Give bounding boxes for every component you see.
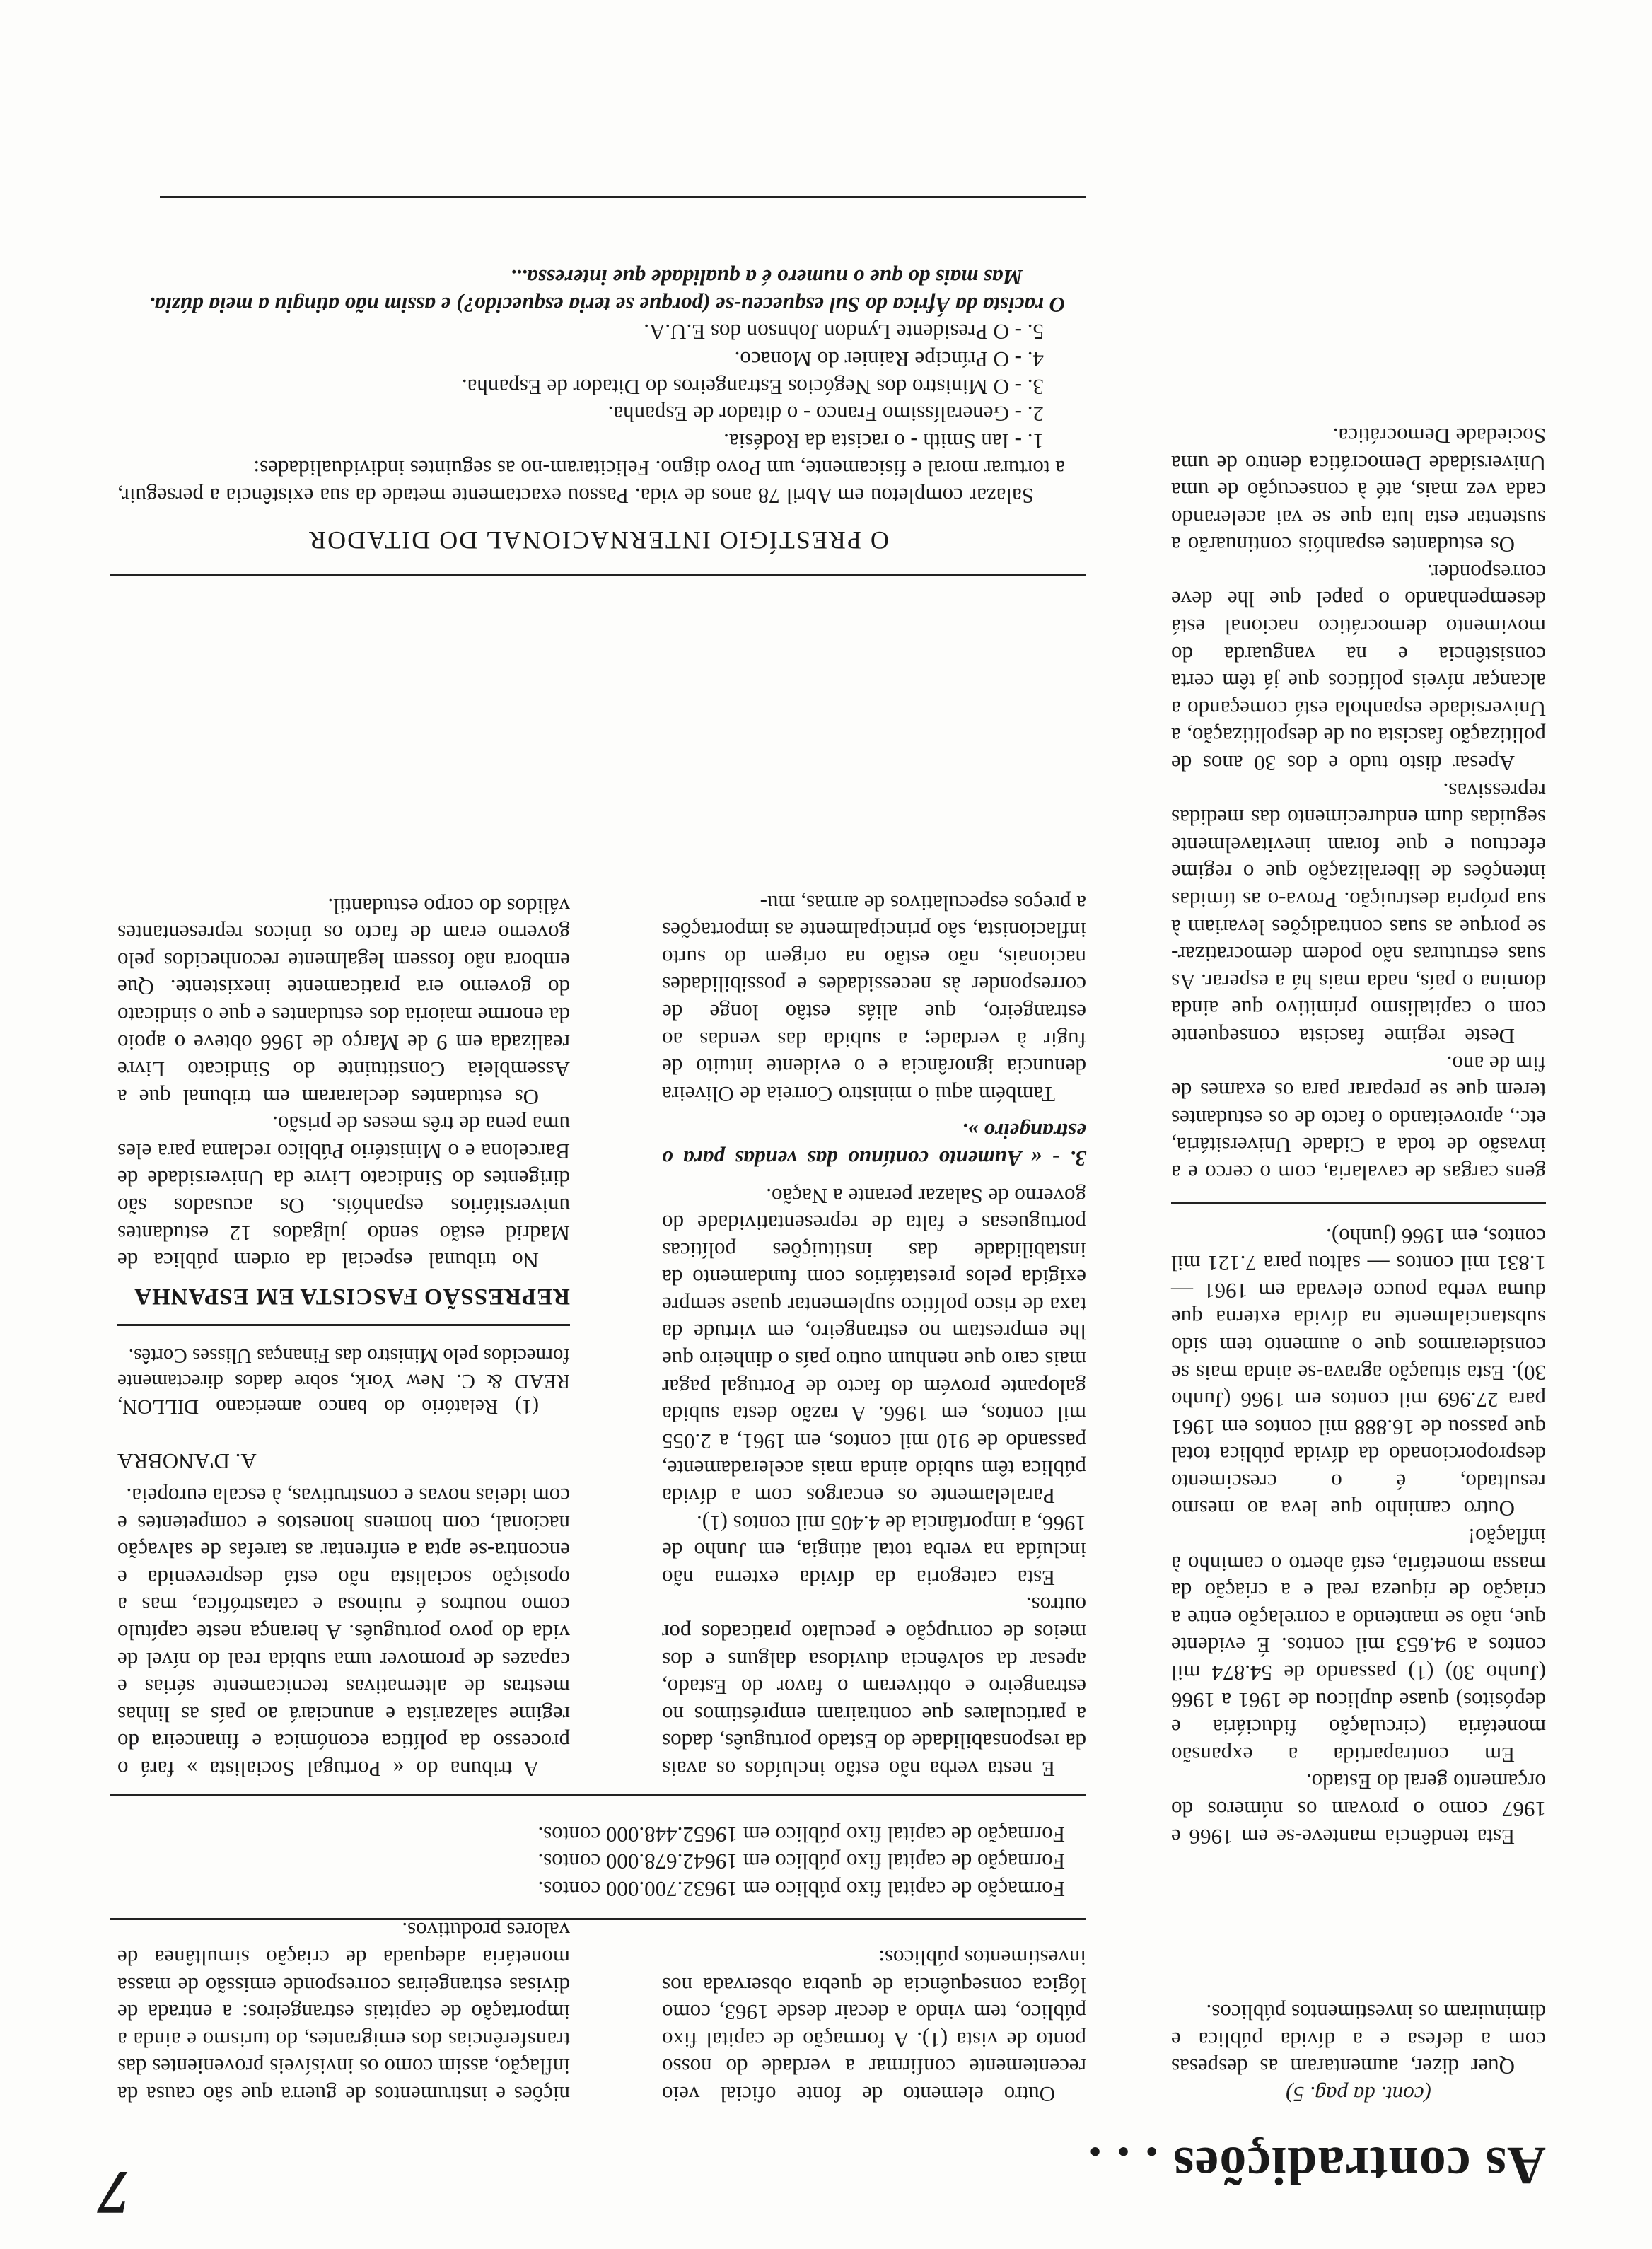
divider [1171,1202,1546,1204]
bottom-title: O PRESTÍGIO INTERNACIONAL DO DITADOR [308,526,889,554]
paragraph: Paralelamente os encargos com a dívida pública têm subido ainda mais aceleradamente, passando de 910 mil contos, em 1961, a 2.055 mil contos, em 1966. A razão desta subida galopante provém do facto de Portugal pagar mais caro que nenhum outro país o dinheiro que lhe emprestam no estrangeiro, em virtude da taxa de risco político suplementar quase sempre exigida pelos prestatários com fundamento da instabilidade das instituições políticas portuguesas e falta de representatividade do governo de Salazar perante a Nação. [662,1183,1086,1509]
paragraph: Outro elemento de fonte oficial veio recentemente confirmar a verdade do nosso ponto de vista (1). A formação de capital fixo público, tem vindo a decair desde 1963, como lógica consequência de quebra observada nos investimentos públicos: [662,1946,1086,2107]
paragraph: Deste regime fascista consequente com o capitalismo primitivo que ainda domina o país, nada mais há a esperar. As suas estruturas não podem democratizar-se porque as suas contradições levariam à sua própria destruição. Prova-o as tímidas intenções de liberalização que o regime efectuou e que foram inevitavelmente seguidas dum endurecimento das medidas repressivas. [1171,778,1546,1049]
paragraph: E nesta verba não estão incluídos os avais da responsabilidade do Estado português, dados a particulares que contrairam empréstimos no estrangeiro e obtiveram o favor do Estado, apesar da solvência duvidosa dalguns e dos meios de corrupção e peculato praticados por outros. [662,1593,1086,1782]
page-number: 7 [99,2158,130,2226]
signature: A. D'ANOBRA [117,1449,257,1475]
table-label: Formação de capital fixo público em 1965 [693,1822,1065,1847]
paragraph: Salazar completou em Abril 78 anos de vida. Passou exactamente metade da sua existência a perseguir, a torturar moral e fisicamente, um Povo digno. Felicitaram-no as seguintes individualidades: [117,456,1065,509]
paragraph: nições e instrumentos de guerra que são causa da inflação, assim como os invisíveis provenientes das transferências dos emigrantes, do turismo e ainda a importação de capitais estrangeiros: a entrada de divisas estrangeiras corresponde emissão de massa monetária adequada de criação simultânea de valores produtivos. [117,1918,570,2107]
list-item: Mas mais do que o numero é a qualidade que interessa... [510,265,1023,291]
column-2-cont [662,889,1086,1782]
paragraph: Quer dizer, aumentaram as despesas com a defesa e a dívida pública e diminuiram os investimentos públicos. [1171,2000,1546,2080]
bottom-end-rule [160,196,1086,198]
table-value: 2.700.000 contos. [537,1877,694,1902]
paragraph: Esta categoria da dívida externa não incluída na verba total atingia, em Junho de 1966, a importância de 4.405 mil contos (1). [662,1511,1086,1591]
table-value: 2.678.000 contos. [537,1849,694,1875]
bottom-section [117,264,1065,509]
column-2 [662,1943,1086,2108]
footnote: (1) Relatório do banco americano DILLON, READ & C. New York, sobre dados directamente fornecidos pelo Ministro das Finanças Ulisses Cortês. [117,1344,570,1418]
paragraph: Em contrapartida a expansão monetária (circulação fiduciária e depósitos) quase duplicou de 1961 a 1966 (Junho 30) (1) passando de 54.874 mil contos a 94.653 mil contos. É evidente que, não se mantendo a correlação entre a criação de riqueza real e a criação da massa monetária, está aberto o caminho à inflação! [1171,1524,1546,1767]
list-item: 2. - Generalíssimo Franco - o ditador de Espanha. [607,402,1044,427]
table-value: 2.448.000 contos. [537,1822,694,1847]
table-label: Formação de capital fixo público em 1964 [693,1849,1065,1875]
continuation-note: (cont. da pag. 5) [1286,2082,1431,2107]
subheading: 3. - « Aumento contínuo das vendas para o estrangeiro ». [662,1119,1086,1171]
table-row [537,1820,1065,1848]
paragraph: Os estudantes declararam em tribunal que a Assembleia Constituinte do Sindicato Livre realizada em 9 de Março de 1966 obteve o apoio da enorme maioria dos estudantes e que o sindicato do governo era praticamente inexistente. Que embora não fossem legalmente reconhecidos pelo governo eram de facto os únicos representantes válidos do corpo estudantil. [117,893,570,1110]
list-item: 4. - O Príncipe Rainier do Monaco. [734,347,1044,373]
paragraph: A tribuna do « Portugal Socialista » fará o processo da política económica e financeira do regime salazarista e anunciará ao país as linhas mestras de alternativas tecnicamente sérias e capazes de promover uma subida real do nível de vida do povo português. A herança neste capítulo como noutros é ruinosa e catastrófica, mas a oposição socialista não está desprevenida e encontra-se apta a enfrentar as tarefas de salvação nacional, com homens honestos e competentes e com ideias novas e construtivas, à escala europeia. [117,1484,570,1782]
capital-table [537,1820,1065,1902]
bottom-rule [110,574,1086,576]
paragraph: Esta tendência manteve-se em 1966 e 1967 como o provam os números do orçamento geral do Estado. [1171,1769,1546,1849]
list-item: 1. - Ian Smith - o racista da Rodésia. [723,429,1044,454]
paragraph: Outro caminho que leva ao mesmo resultado, é o crescimento desproporcionado da dívida pública total que passou de 16.888 mil contos em 1961 para 27.969 mil contos em 1966 (Junho 30). Esta situação agrava-se ainda mais se considerarmos que o aumento tem sido substancialmente na dívida externa que duma verba pouco elevada em 1961 —1.831 mil contos — saltou para 7.121 mil contos, em 1966 (junho). [1171,1224,1546,1522]
list-item: 5. - O Presidente Lyndon Johnson dos E.U.A. [644,320,1044,345]
section-title: REPRESSÃO FASCISTA EM ESPANHA [134,1283,570,1309]
column-3 [117,1917,570,2108]
paragraph: gens cargas de cavalaria, com o cerco e a invasão de toda a Cidade Universitária, etc., aproveitando o facto de os estudantes terem que se preparar para os exames de fim de ano. [1171,1051,1546,1185]
column-3-cont [117,892,570,1782]
table-label: Formação de capital fixo público em 1963 [693,1877,1065,1902]
paragraph: No tribunal especial da ordem pública de Madrid estão sendo julgados 12 estudantes universitários espanhóis. Os acusados são dirigentes do Sindicato Livre da Universidade de Barcelona e o Ministério Público reclama para eles uma pena de três meses de prisão. [117,1112,570,1274]
divider [117,1324,570,1326]
paragraph: Também aqui o ministro Correia de Oliveira denuncia ignorância e o evidente intuito de fugir à verdade; a subida das vendas ao estrangeiro, que aliás estão longe de corresponder às necessidades e possibilidades nacionais, não estão na origem do surto inflacionista, são principalmente as importações a preços especulativos de armas, mu- [662,890,1086,1107]
table-bottom-rule [110,1794,1086,1796]
list-item: 3. - O Ministro dos Negócios Estrangeiros do Ditador de Espanha. [461,374,1044,400]
paragraph: Apesar disto tudo e dos 30 anos de politização fascista ou de despolitização, a Universidade espanhola está começando a alcançar níveis políticos que já têm certa consistência e na vanguarda do movimento democrático nacional está desempenhando o papel que lhe deve corresponder. [1171,559,1546,777]
table-row [537,1875,1065,1902]
paragraph: Os estudantes espanhóis continuarão a sustentar esta luta que se vai acelerando cada vez mais, até à consecução de uma Universidade Democrática dentro de uma Sociedade Democrática. [1171,423,1546,558]
list-item: O racista da África do Sul esqueceu-se (porque se teria esquecido?) e assim não atingiu a meia dúzia. [149,292,1065,318]
column-1 [1171,422,1546,2108]
headline: As contradições . . . [1088,2136,1546,2195]
table-row [537,1848,1065,1876]
